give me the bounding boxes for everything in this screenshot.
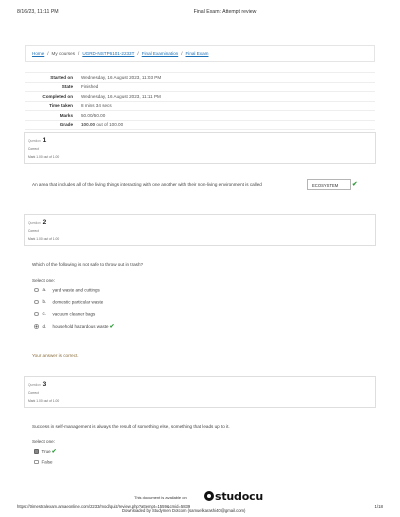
option-text: household hazardous waste <box>52 324 109 329</box>
breadcrumb-my-courses[interactable]: My courses <box>51 51 76 56</box>
summary-value: Finished <box>77 82 375 92</box>
breadcrumb-separator: / <box>78 51 80 56</box>
question-2-info <box>24 214 376 246</box>
question-1-info <box>24 132 376 164</box>
question-number <box>28 219 46 226</box>
summary-label: Completed on <box>25 92 77 102</box>
breadcrumb-section-link[interactable]: Final Examination <box>141 51 179 56</box>
option-d[interactable] <box>34 323 115 331</box>
summary-label: Time taken <box>25 101 77 111</box>
option-text: False <box>41 459 53 465</box>
summary-label: State <box>25 82 77 92</box>
footer-page-number: 1/18 <box>374 504 383 509</box>
radio-button[interactable] <box>34 288 39 293</box>
summary-value: 8 mins 34 secs <box>77 101 375 111</box>
summary-label: Grade <box>25 120 77 130</box>
summary-value: Wednesday, 16 August 2023, 11:11 PM <box>77 92 375 102</box>
question-mark: Mark 1.00 out of 1.00 <box>28 237 60 241</box>
summary-label: Marks <box>25 111 77 121</box>
question-mark: Mark 1.00 out of 1.00 <box>28 155 60 159</box>
option-text: yard waste and cuttings <box>52 287 100 293</box>
question-1-text: An area that includes all of the living things interacting with one another with their non-living environment is called <box>32 182 262 187</box>
question-prefix: Question <box>28 221 41 225</box>
summary-value <box>77 120 375 130</box>
option-text: vacuum cleaner bags <box>52 311 96 317</box>
breadcrumb-separator: / <box>181 51 183 56</box>
question-number-value: 1 <box>42 137 47 144</box>
check-mark-icon: ✔ <box>109 324 115 330</box>
breadcrumb-home-link[interactable]: Home <box>32 51 45 56</box>
option-true[interactable] <box>34 448 57 456</box>
summary-value: 50.00/50.00 <box>77 111 375 121</box>
attempt-summary-table <box>25 72 375 130</box>
studocu-mark-icon <box>204 491 214 501</box>
option-letter: d. <box>42 324 47 329</box>
question-state: Correct <box>28 147 39 151</box>
option-letter: b. <box>42 299 47 305</box>
check-mark-icon: ✔ <box>51 449 57 455</box>
grade-score: 100.00 <box>81 122 96 128</box>
question-1-answer-field[interactable]: ECOSYSTEM <box>307 179 351 190</box>
select-one-label: Select one: <box>32 439 55 444</box>
question-2-feedback: Your answer is correct. <box>32 353 79 358</box>
breadcrumb-current-link[interactable]: Final Exam <box>185 51 209 56</box>
question-mark: Mark 1.00 out of 1.00 <box>28 399 60 403</box>
print-timestamp: 8/16/23, 11:11 PM <box>17 9 59 15</box>
radio-button[interactable] <box>34 300 39 305</box>
check-mark-icon: ✔ <box>352 181 358 188</box>
breadcrumb-course-link[interactable]: UGRD-NSTP6101-2233T <box>82 51 135 56</box>
question-state: Correct <box>28 229 39 233</box>
question-2-text: Which of the following is not safe to throw out in trash? <box>32 262 144 267</box>
option-b[interactable] <box>34 299 103 307</box>
summary-row-started <box>25 73 375 83</box>
breadcrumb <box>25 45 375 62</box>
option-text: domestic particular waste <box>52 299 104 305</box>
question-prefix: Question <box>28 383 41 387</box>
question-3-text: Success in self-management is always the result of something else, something that leads up to it. <box>32 424 230 429</box>
page-footer <box>0 490 400 517</box>
question-number <box>28 137 46 144</box>
breadcrumb-separator: / <box>47 51 49 56</box>
question-number-value: 3 <box>42 381 47 388</box>
summary-row-grade <box>25 120 375 130</box>
radio-button[interactable] <box>34 312 39 317</box>
option-letter: c. <box>42 311 47 317</box>
summary-row-marks <box>25 111 375 121</box>
print-page-title: Final Exam: Attempt review <box>193 9 257 15</box>
summary-row-state <box>25 82 375 92</box>
question-number <box>28 381 46 388</box>
option-text: True <box>41 449 51 454</box>
footer-downloaded-by: Downloaded by Studymen Dotcom (samuelkarashi40@gmail.com) <box>122 508 246 513</box>
radio-button-selected[interactable] <box>34 449 39 454</box>
option-a[interactable] <box>34 287 100 295</box>
footer-url[interactable]: https://trimestralexam.amaeonline.com/2233/mod/quiz/review.php?attempt=1559&cmid=5839 <box>17 504 191 509</box>
print-header <box>17 9 383 17</box>
option-letter: a. <box>42 287 47 293</box>
studocu-wordmark: studocu <box>215 490 264 503</box>
summary-label: Started on <box>25 73 77 83</box>
question-state: Correct <box>28 391 39 395</box>
question-prefix: Question <box>28 139 41 143</box>
radio-button[interactable] <box>34 460 39 465</box>
summary-row-time <box>25 101 375 111</box>
radio-button-selected[interactable] <box>34 324 39 329</box>
question-number-value: 2 <box>42 219 47 226</box>
studocu-logo-icon[interactable] <box>204 490 263 504</box>
grade-out-of: out of 100.00 <box>95 122 124 128</box>
breadcrumb-separator: / <box>137 51 139 56</box>
select-one-label: Select one: <box>32 278 55 283</box>
summary-row-completed <box>25 92 375 102</box>
option-c[interactable] <box>34 311 95 319</box>
summary-value: Wednesday, 16 August 2023, 11:03 PM <box>77 73 375 83</box>
footer-available-text: This document is available on <box>134 495 187 500</box>
option-false[interactable] <box>34 459 53 467</box>
question-3-info <box>24 376 376 408</box>
